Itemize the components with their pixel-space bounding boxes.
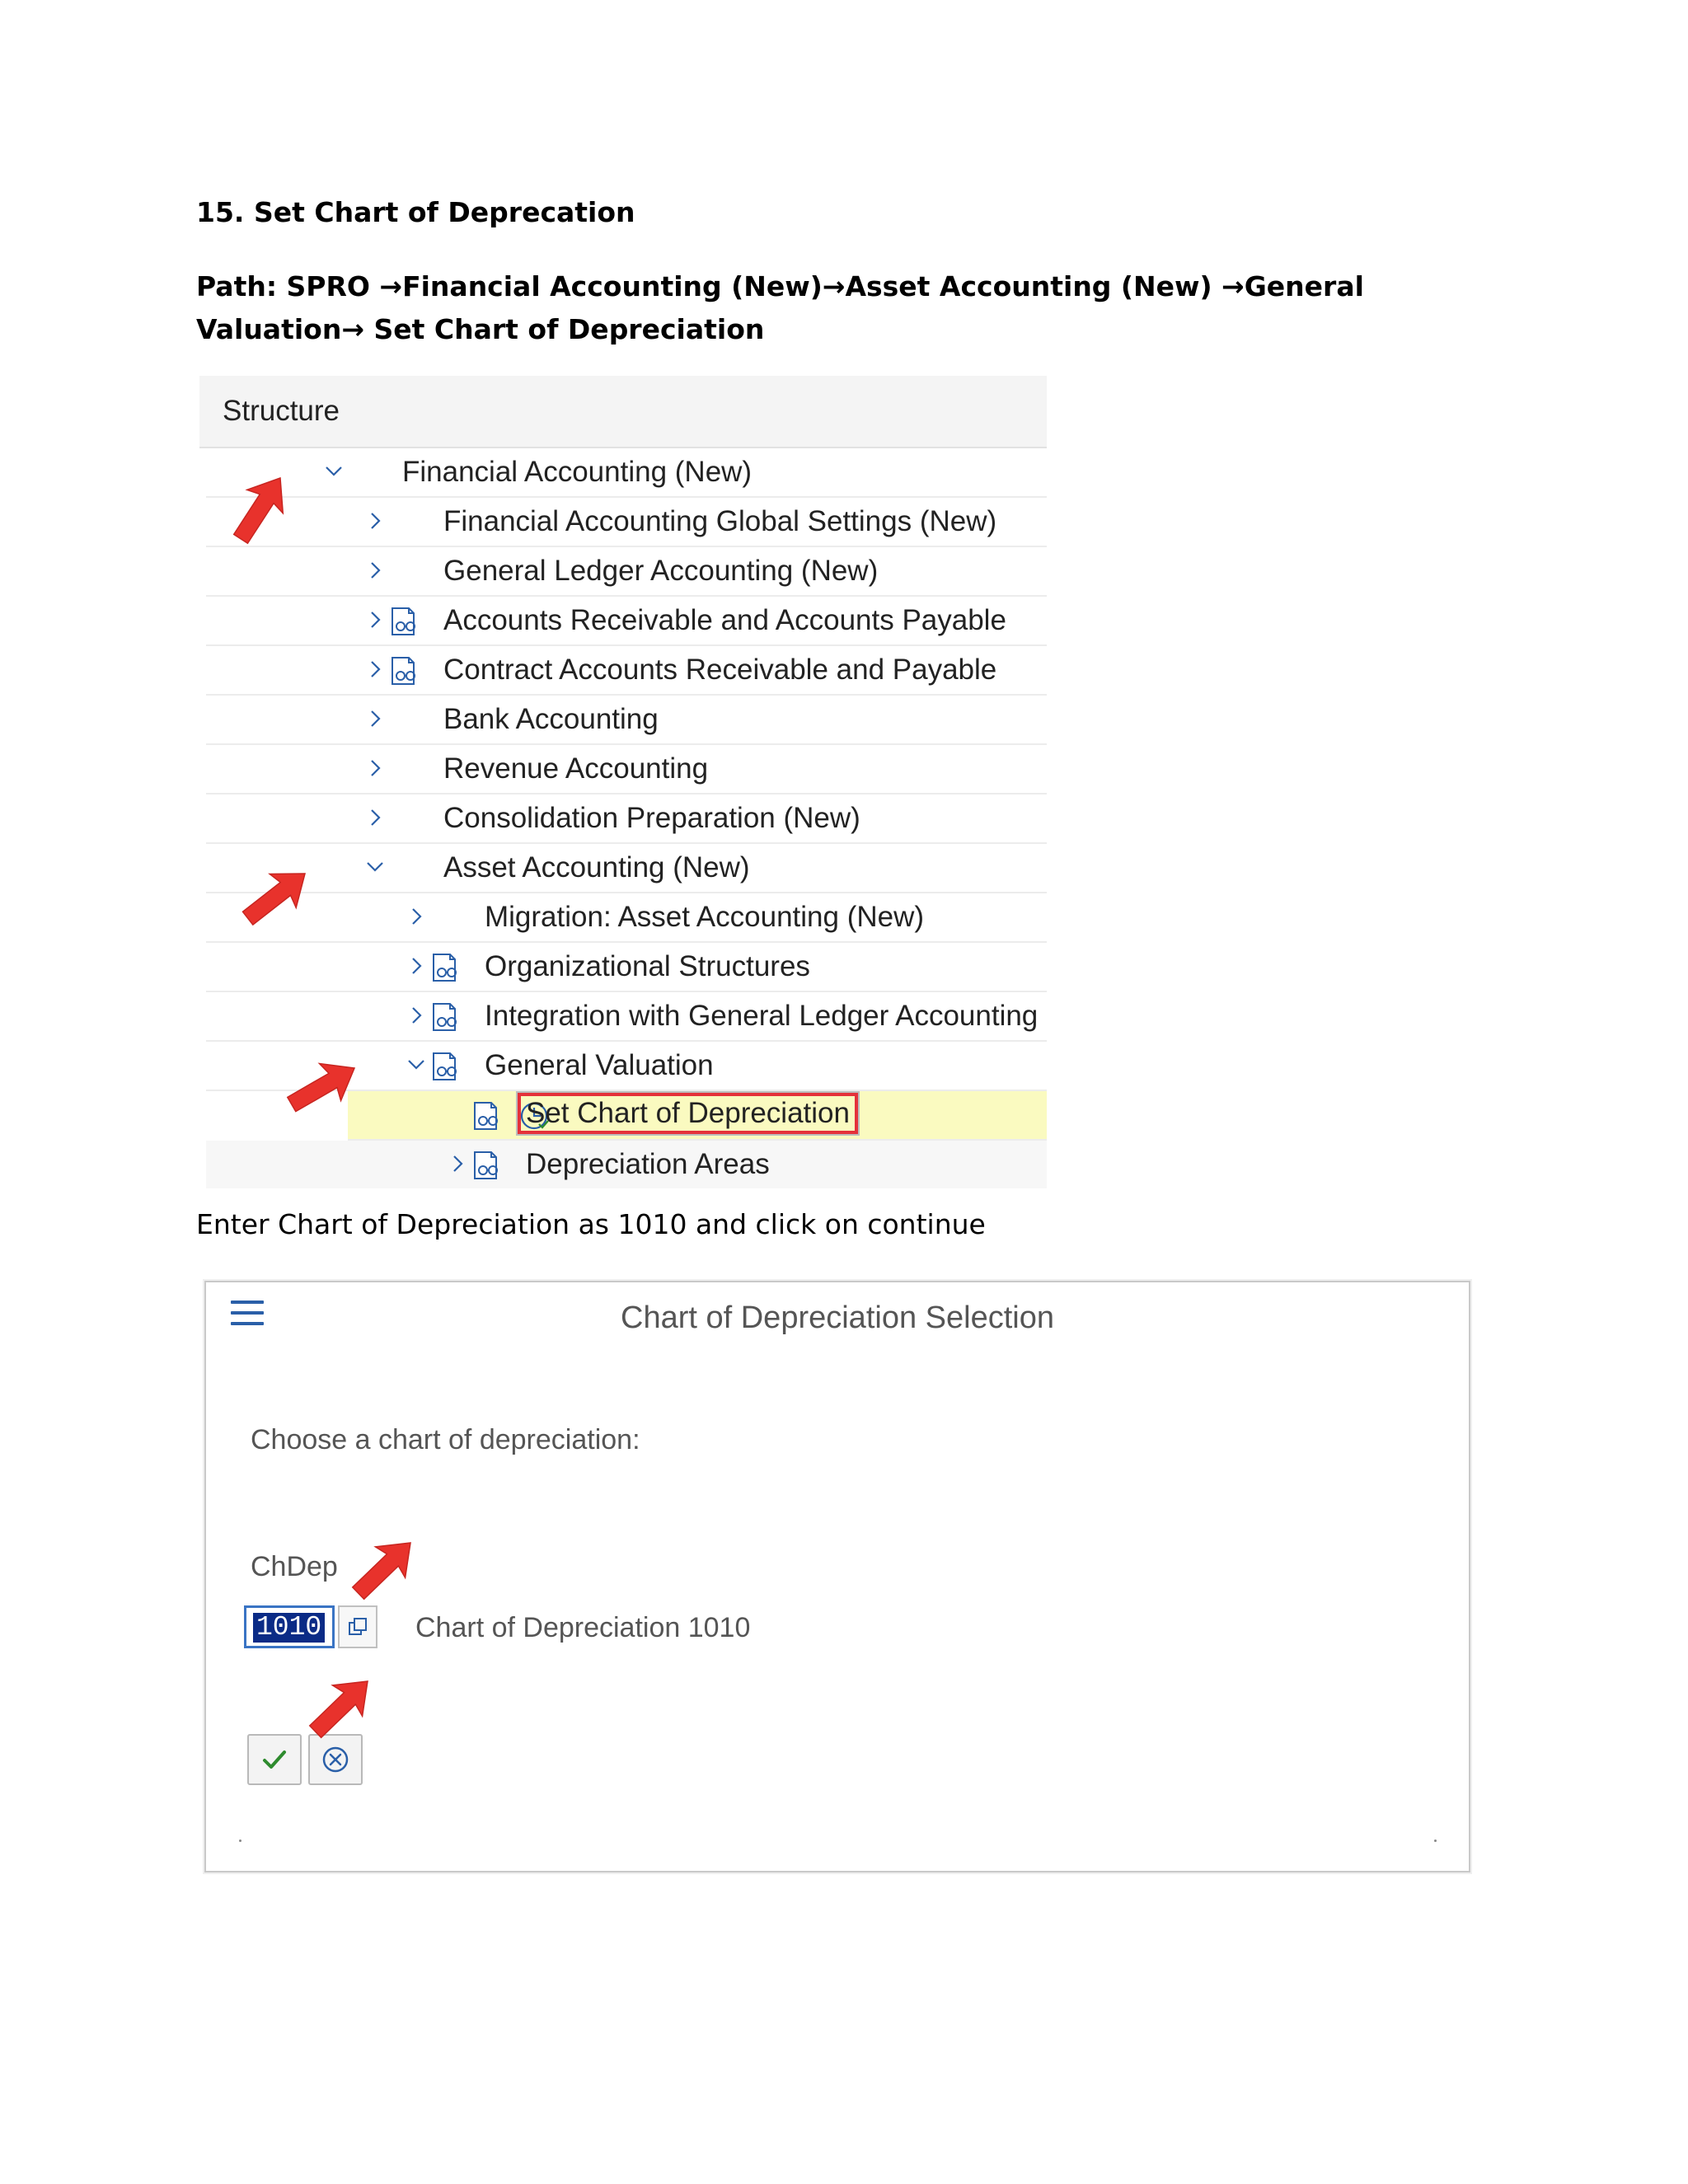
- tree-row[interactable]: [206, 448, 1047, 498]
- value-help-button[interactable]: [338, 1605, 377, 1648]
- chevron-down-icon[interactable]: [363, 851, 387, 883]
- tree-row[interactable]: [206, 943, 1047, 992]
- dialog-prompt: Choose a chart of depreciation:: [251, 1424, 640, 1455]
- chevron-right-icon[interactable]: [363, 603, 387, 636]
- chevron-right-icon[interactable]: [363, 801, 387, 834]
- value-help-icon: [347, 1616, 368, 1638]
- folder-glasses-icon[interactable]: [470, 1149, 503, 1182]
- tree-node-label[interactable]: Asset Accounting (New): [443, 851, 750, 883]
- chdep-input[interactable]: [244, 1605, 335, 1648]
- folder-glasses-icon[interactable]: [470, 1099, 503, 1132]
- cancel-button[interactable]: [308, 1734, 363, 1785]
- chevron-right-icon[interactable]: [363, 653, 387, 686]
- chevron-right-icon[interactable]: [404, 949, 429, 982]
- tree-node-label[interactable]: Organizational Structures: [485, 950, 810, 982]
- chevron-right-icon[interactable]: [363, 554, 387, 587]
- tree-node-label[interactable]: General Valuation: [485, 1049, 714, 1081]
- chart-of-depreciation-dialog: [204, 1281, 1470, 1872]
- tree-row[interactable]: [206, 745, 1047, 794]
- structure-tree-panel: [199, 376, 1047, 1180]
- corner-dot: [239, 1840, 241, 1842]
- chdep-input-value[interactable]: 1010: [253, 1613, 325, 1643]
- tree-row[interactable]: [206, 646, 1047, 696]
- chevron-right-icon[interactable]: [363, 752, 387, 785]
- cancel-circle-icon: [321, 1745, 350, 1774]
- chevron-right-icon[interactable]: [445, 1147, 470, 1180]
- corner-dot: [1434, 1840, 1437, 1842]
- tree-row[interactable]: [206, 547, 1047, 597]
- tree-node-label[interactable]: Consolidation Preparation (New): [443, 802, 860, 834]
- tree-node-label[interactable]: Financial Accounting Global Settings (New): [443, 505, 997, 537]
- navigation-path: Path: SPRO →Financial Accounting (New)→Asset Accounting (New) →General Valuation→ Set Chart of Depreciation: [196, 270, 1364, 345]
- tree-node-label[interactable]: Migration: Asset Accounting (New): [485, 901, 925, 933]
- tree-node-label[interactable]: Financial Accounting (New): [402, 456, 753, 488]
- tree-row[interactable]: [206, 992, 1047, 1042]
- chevron-right-icon[interactable]: [363, 702, 387, 735]
- chdep-label: ChDep: [251, 1551, 338, 1582]
- tree-header-label: Structure: [223, 395, 340, 427]
- tree-row[interactable]: [206, 696, 1047, 745]
- chevron-right-icon[interactable]: [363, 504, 387, 537]
- tree-row[interactable]: [206, 498, 1047, 547]
- tree-node-label[interactable]: Accounts Receivable and Accounts Payable: [443, 604, 1006, 636]
- folder-glasses-icon[interactable]: [429, 951, 462, 984]
- instruction-text: Enter Chart of Depreciation as 1010 and click on continue: [196, 1208, 986, 1240]
- folder-glasses-icon[interactable]: [429, 1050, 462, 1083]
- continue-button[interactable]: [247, 1734, 302, 1785]
- tree-node-label[interactable]: Depreciation Areas: [526, 1148, 770, 1180]
- folder-glasses-icon[interactable]: [387, 605, 420, 638]
- chdep-description: Chart of Depreciation 1010: [415, 1612, 751, 1643]
- tree-header: [199, 376, 1047, 448]
- dialog-title: Chart of Depreciation Selection: [621, 1301, 1054, 1335]
- tree-node-label[interactable]: General Ledger Accounting (New): [443, 555, 879, 587]
- tree-row[interactable]: [206, 1042, 1047, 1091]
- checkmark-icon: [260, 1746, 288, 1774]
- tree-row[interactable]: [206, 794, 1047, 844]
- section-heading: 15. Set Chart of Deprecation: [196, 196, 635, 228]
- chevron-down-icon[interactable]: [321, 455, 346, 488]
- tree-row[interactable]: [348, 1091, 1047, 1141]
- tree-node-label[interactable]: Revenue Accounting: [443, 752, 709, 785]
- chevron-right-icon[interactable]: [404, 900, 429, 933]
- tree-row[interactable]: [206, 893, 1047, 943]
- tree-row[interactable]: [206, 597, 1047, 646]
- chevron-right-icon[interactable]: [404, 999, 429, 1032]
- folder-glasses-icon[interactable]: [387, 654, 420, 687]
- tree-node-label[interactable]: Contract Accounts Receivable and Payable: [443, 654, 997, 686]
- tree-row[interactable]: [206, 844, 1047, 893]
- folder-glasses-icon[interactable]: [429, 1001, 462, 1033]
- tree-node-label[interactable]: Bank Accounting: [443, 703, 659, 735]
- tree-node-label[interactable]: Integration with General Ledger Accounting: [485, 1000, 1039, 1032]
- tree-row[interactable]: [206, 1141, 1047, 1188]
- chevron-down-icon[interactable]: [404, 1048, 429, 1081]
- tree-body: [199, 448, 1047, 1188]
- tree-node-label[interactable]: Set Chart of Depreciation: [518, 1093, 858, 1134]
